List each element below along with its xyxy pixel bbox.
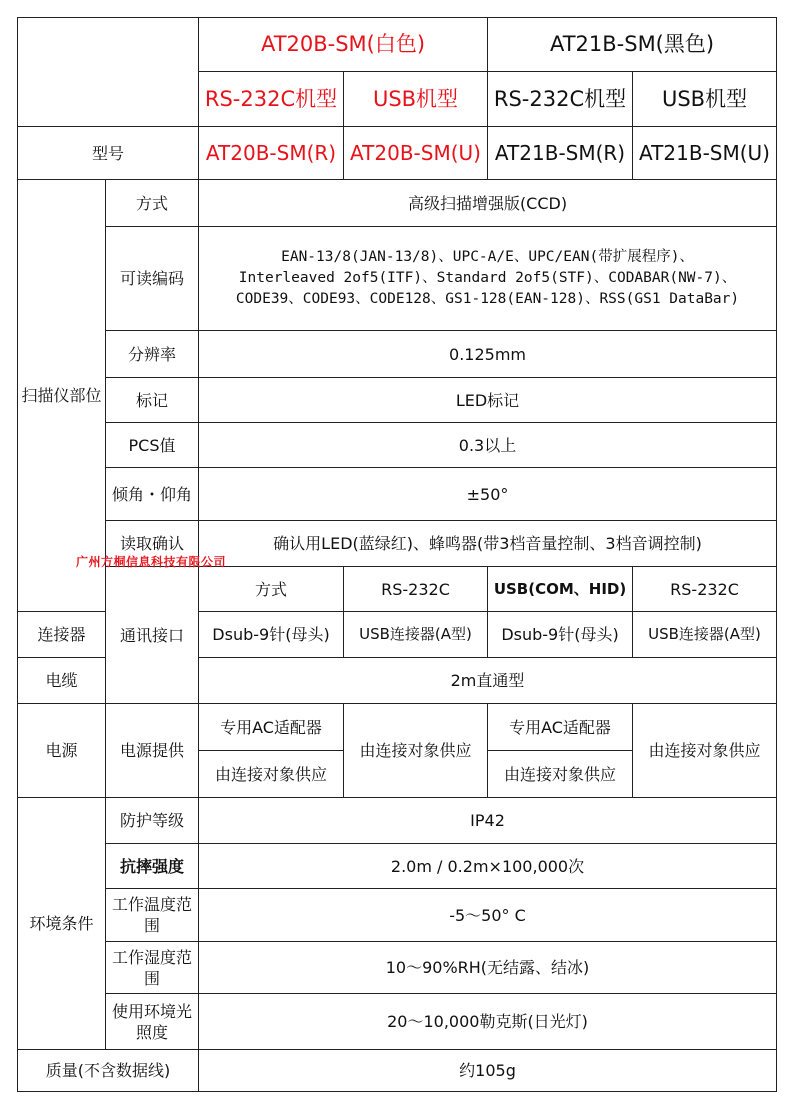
- row-value: 2m直通型: [199, 658, 777, 704]
- weight-value: 约105g: [199, 1050, 777, 1092]
- row-label: 防护等级: [106, 798, 199, 844]
- connector-value: USB连接器(A型): [633, 612, 777, 658]
- power-value: 由连接对象供应: [344, 704, 488, 798]
- row-label: 可读编码: [106, 227, 199, 331]
- code-line: CODE39、CODE93、CODE128、GS1-128(EAN-128)、RSS(GS1 DataBar): [235, 291, 740, 307]
- row-value: 10～90%RH(无结露、结冰): [199, 942, 777, 994]
- comm-method-value: RS-232C: [633, 567, 777, 612]
- comm-group-label: 通讯接口: [106, 567, 199, 704]
- row-label: 抗摔强度: [106, 844, 199, 889]
- model-value: AT21B-SM(U): [633, 127, 777, 180]
- env-group-label: 环境条件: [18, 798, 106, 1050]
- row-label: 使用环境光照度: [106, 994, 199, 1050]
- row-value: 0.125mm: [199, 331, 777, 378]
- variant-header: USB机型: [344, 72, 488, 127]
- row-label: 标记: [106, 378, 199, 423]
- comm-method-value: USB(COM、HID): [488, 567, 633, 612]
- connector-value: Dsub-9针(母头): [488, 612, 633, 658]
- connector-value: Dsub-9针(母头): [199, 612, 344, 658]
- row-value: 0.3以上: [199, 423, 777, 468]
- variant-header: RS-232C机型: [488, 72, 633, 127]
- model-value: AT20B-SM(U): [344, 127, 488, 180]
- power-value: 由连接对象供应: [633, 704, 777, 798]
- row-value: -5～50° C: [199, 889, 777, 942]
- row-label: 方式: [106, 180, 199, 227]
- row-value: ±50°: [199, 468, 777, 521]
- row-value: 2.0m / 0.2m×100,000次: [199, 844, 777, 889]
- row-label: 分辨率: [106, 331, 199, 378]
- row-label: 工作湿度范围: [106, 942, 199, 994]
- model-value: AT20B-SM(R): [199, 127, 344, 180]
- company-watermark: 广州方桐信息科技有限公司: [76, 555, 227, 569]
- row-label: 电缆: [18, 658, 106, 704]
- model-label: 型号: [18, 127, 199, 180]
- comm-method-value: RS-232C: [344, 567, 488, 612]
- row-label: 工作温度范围: [106, 889, 199, 942]
- code-line: Interleaved 2of5(ITF)、Standard 2of5(STF)、CODABAR(NW-7)、: [238, 270, 737, 286]
- row-label: PCS值: [106, 423, 199, 468]
- black-model-header: AT21B-SM(黑色): [488, 18, 777, 72]
- power-value: 专用AC适配器: [199, 704, 344, 751]
- row-value: 20～10,000勒克斯(日光灯): [199, 994, 777, 1050]
- scanner-group-label: 扫描仪部位: [18, 180, 106, 612]
- readable-codes: [199, 227, 777, 331]
- power-group-label: 电源: [18, 704, 106, 798]
- row-value: LED标记: [199, 378, 777, 423]
- row-value: 高级扫描增强版(CCD): [199, 180, 777, 227]
- row-value: IP42: [199, 798, 777, 844]
- power-value: 由连接对象供应: [488, 751, 633, 798]
- white-model-header: AT20B-SM(白色): [199, 18, 488, 72]
- power-value: 专用AC适配器: [488, 704, 633, 751]
- row-value: 确认用LED(蓝绿红)、蜂鸣器(带3档音量控制、3档音调控制): [199, 521, 777, 567]
- row-label: 读取确认: [106, 521, 199, 567]
- variant-header: RS-232C机型: [199, 72, 344, 127]
- corner-cell: [18, 18, 199, 127]
- row-label: 倾角・仰角: [106, 468, 199, 521]
- row-label: 电源提供: [106, 704, 199, 798]
- row-label: 连接器: [18, 612, 106, 658]
- model-value: AT21B-SM(R): [488, 127, 633, 180]
- variant-header: USB机型: [633, 72, 777, 127]
- weight-label: 质量(不含数据线): [18, 1050, 199, 1092]
- row-label: 方式: [199, 567, 344, 612]
- connector-value: USB连接器(A型): [344, 612, 488, 658]
- power-value: 由连接对象供应: [199, 751, 344, 798]
- code-line: EAN-13/8(JAN-13/8)、UPC-A/E、UPC/EAN(带扩展程序)、: [281, 249, 694, 265]
